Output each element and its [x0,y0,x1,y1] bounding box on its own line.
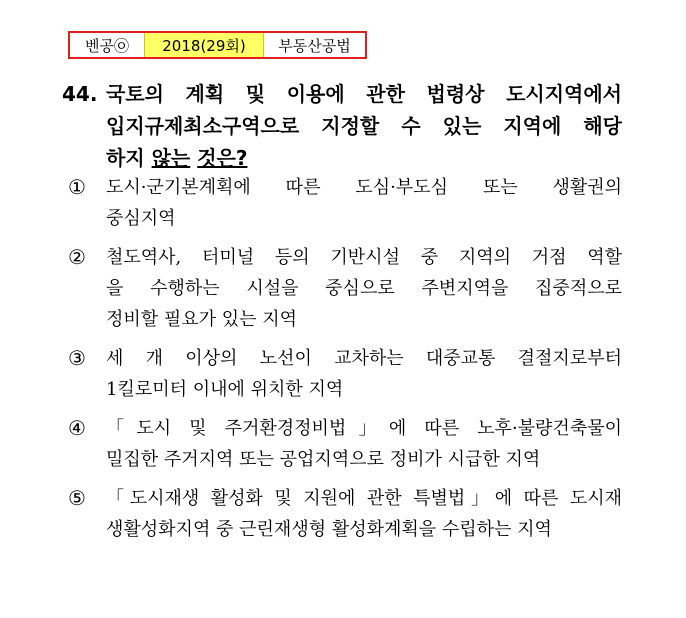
option-marker: ② [68,245,86,269]
option-line: 정비할 필요가 있는 지역 [106,309,298,330]
option-line: 도시·군기본계획에 따른 도심·부도심 또는 생활권의 [106,177,622,198]
question-tail: 것은? [197,146,248,170]
option-3[interactable] [62,343,622,405]
option-line: 을 수행하는 시설을 중심으로 주변지역을 집중적으로 [106,278,622,299]
question-number: 44. [62,82,98,106]
option-line: 「도시재생 활성화 및 지원에 관한 특별법」에 따른 도시재 [106,488,622,509]
header-subject-label: 벤공㉧ [70,33,144,57]
option-line: 철도역사, 터미널 등의 기반시설 중 지역의 거점 역할 [106,247,622,268]
option-marker: ⑤ [68,486,86,510]
option-line: 생활성화지역 중 근린재생형 활성화계획을 수립하는 지역 [106,519,552,540]
option-line: 「도시 및 주거환경정비법」에 따른 노후·불량건축물이 [106,418,622,439]
option-2[interactable] [62,242,622,335]
question-line-start: 하지 [106,146,145,170]
question-negation-underlined: 않는 [151,146,191,170]
question-line-last [106,142,622,174]
option-marker: ④ [68,416,86,440]
question-line: 입지규제최소구역으로 지정할 수 있는 지역에 해당 [106,114,622,138]
header-year-round: 2018(29회) [144,33,264,57]
option-5[interactable] [62,483,622,545]
option-4[interactable] [62,413,622,475]
option-line: 세 개 이상의 노선이 교차하는 대중교통 결절지로부터 [106,348,622,369]
answer-options [62,172,622,545]
exam-header [68,31,367,59]
question-line: 국토의 계획 및 이용에 관한 법령상 도시지역에서 [106,82,622,106]
option-line: 중심지역 [106,208,176,229]
option-marker: ③ [68,346,86,370]
option-line: 1킬로미터 이내에 위치한 지역 [106,379,344,400]
option-1[interactable] [62,172,622,234]
header-exam-subject: 부동산공법 [264,33,365,57]
option-line: 밀집한 주거지역 또는 공업지역으로 정비가 시급한 지역 [106,449,541,470]
option-marker: ① [68,175,86,199]
